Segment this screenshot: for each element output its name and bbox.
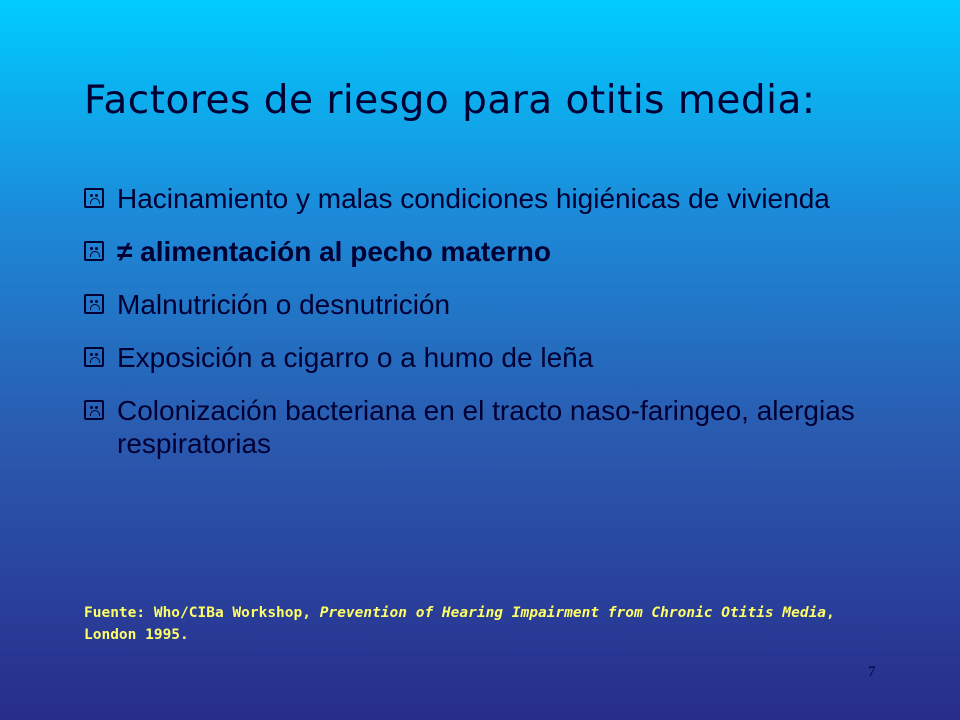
- frown-face-icon: [84, 347, 104, 367]
- bullet-text: ≠ alimentación al pecho materno: [117, 236, 551, 267]
- slide-title: Factores de riesgo para otitis media:: [84, 78, 816, 123]
- page-number: 7: [868, 664, 876, 680]
- source-prefix: Fuente: Who/CIBa Workshop,: [84, 605, 320, 621]
- source-title: Prevention of Hearing Impairment from Chronic Otitis Media: [319, 605, 827, 621]
- bullet-item: [84, 341, 864, 374]
- bullet-text: Hacinamiento y malas condiciones higiénicas de vivienda: [117, 183, 830, 214]
- bullet-item: [84, 235, 864, 268]
- frown-face-icon: [84, 294, 104, 314]
- frown-face-icon: [84, 188, 104, 208]
- frown-face-icon: [84, 400, 104, 420]
- bullet-list: [84, 182, 864, 480]
- bullet-text: Malnutrición o desnutrición: [117, 289, 451, 320]
- bullet-text: Exposición a cigarro o a humo de leña: [117, 342, 594, 373]
- bullet-item: [84, 182, 864, 215]
- bullet-text: Colonización bacteriana en el tracto naso-faringeo, alergias respiratorias: [117, 395, 855, 459]
- bullet-item: [84, 394, 864, 460]
- frown-face-icon: [84, 241, 104, 261]
- bullet-item: [84, 288, 864, 321]
- source-citation: [84, 602, 894, 646]
- source-suffix: , London 1995.: [84, 605, 835, 643]
